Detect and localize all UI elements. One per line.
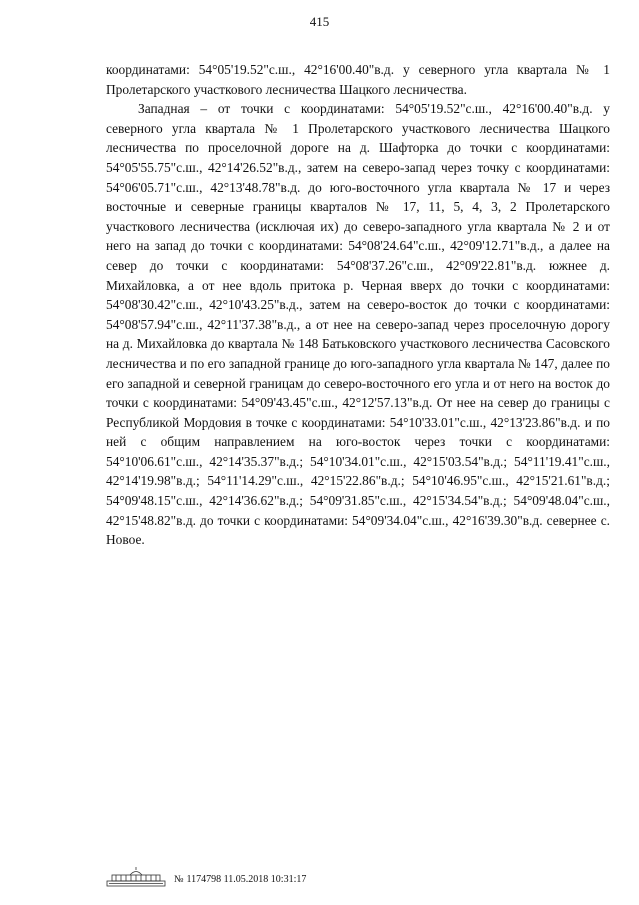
- number-sign: №: [174, 874, 184, 885]
- paragraph-western-boundary: Западная – от точки с координатами: 54°05'19.52"с.ш., 42°16'00.40"в.д. у северного угла квартала № 1 Пролетарского участкового лесничества Шацкого лесничества по проселочной дороге на д. Шафторка до точки с координатами: 54°05'55.75"с.ш., 42°14'26.52"в.д., затем на северо-запад через точку с координатами: 54°06'05.71"с.ш., 42°13'48.78"в.д. до юго-восточного угла квартала № 17 и через восточные и северные границы кварталов № 17, 11, 5, 4, 3, 2 Пролетарского участкового лесничества (исключая их) до северо-западного угла квартала № 2 и от него на запад до точки с координатами: 54°08'24.64"с.ш., 42°09'12.71"в.д., а далее на север до точки с координатами: 54°08'37.26"с.ш., 42°09'22.81"в.д. южнее д. Михайловка, а от нее вдоль притока р. Черная вверх до точки с координатами: 54°08'30.42"с.ш., 42°10'43.25"в.д., затем на северо-восток до точки с координатами: 54°08'57.94"с.ш., 42°11'37.38"в.д., а от нее на северо-запад через проселочную дорогу на д. Михайловка до квартала № 148 Батьковского участкового лесничества Сасовского лесничества и по его западной границе до юго-западного угла квартала № 147, далее по его западной и северной границам до северо-восточного его угла и от него на восток до точки с координатами: 54°09'43.45"с.ш., 42°12'57.13"в.д. От нее на север до границы с Республикой Мордовия в точке с координатами: 54°10'33.01"с.ш., 42°13'23.86"в.д. и по ней с общим направлением на юго-восток через точки с координатами: 54°10'06.61"с.ш., 42°14'35.37"в.д.; 54°10'34.01"с.ш., 42°15'03.54"в.д.; 54°11'19.41"с.ш., 42°14'19.98"в.д.; 54°11'14.29"с.ш., 42°15'22.86"в.д.; 54°10'46.95"с.ш., 42°15'21.61"в.д.; 54°09'48.15"с.ш., 42°14'36.62"в.д.; 54°09'31.85"с.ш., 42°15'34.54"в.д.; 54°09'48.04"с.ш., 42°15'48.82"в.д. до точки с координатами: 54°09'34.04"с.ш., 42°16'39.30"в.д. севернее с. Новое.: [106, 101, 610, 548]
- document-registration-info: 1174798 11.05.2018 10:31:17: [186, 874, 307, 885]
- document-body: [106, 60, 610, 550]
- paragraph-continuation: координатами: 54°05'19.52"с.ш., 42°16'00.40"в.д. у северного угла квартала № 1 Пролетарского участкового лесничества Шацкого лесничества.: [106, 62, 610, 97]
- document-registration: [174, 874, 306, 885]
- page-number: 415: [309, 14, 330, 29]
- government-building-seal-icon: [106, 866, 166, 888]
- document-footer: [106, 862, 306, 888]
